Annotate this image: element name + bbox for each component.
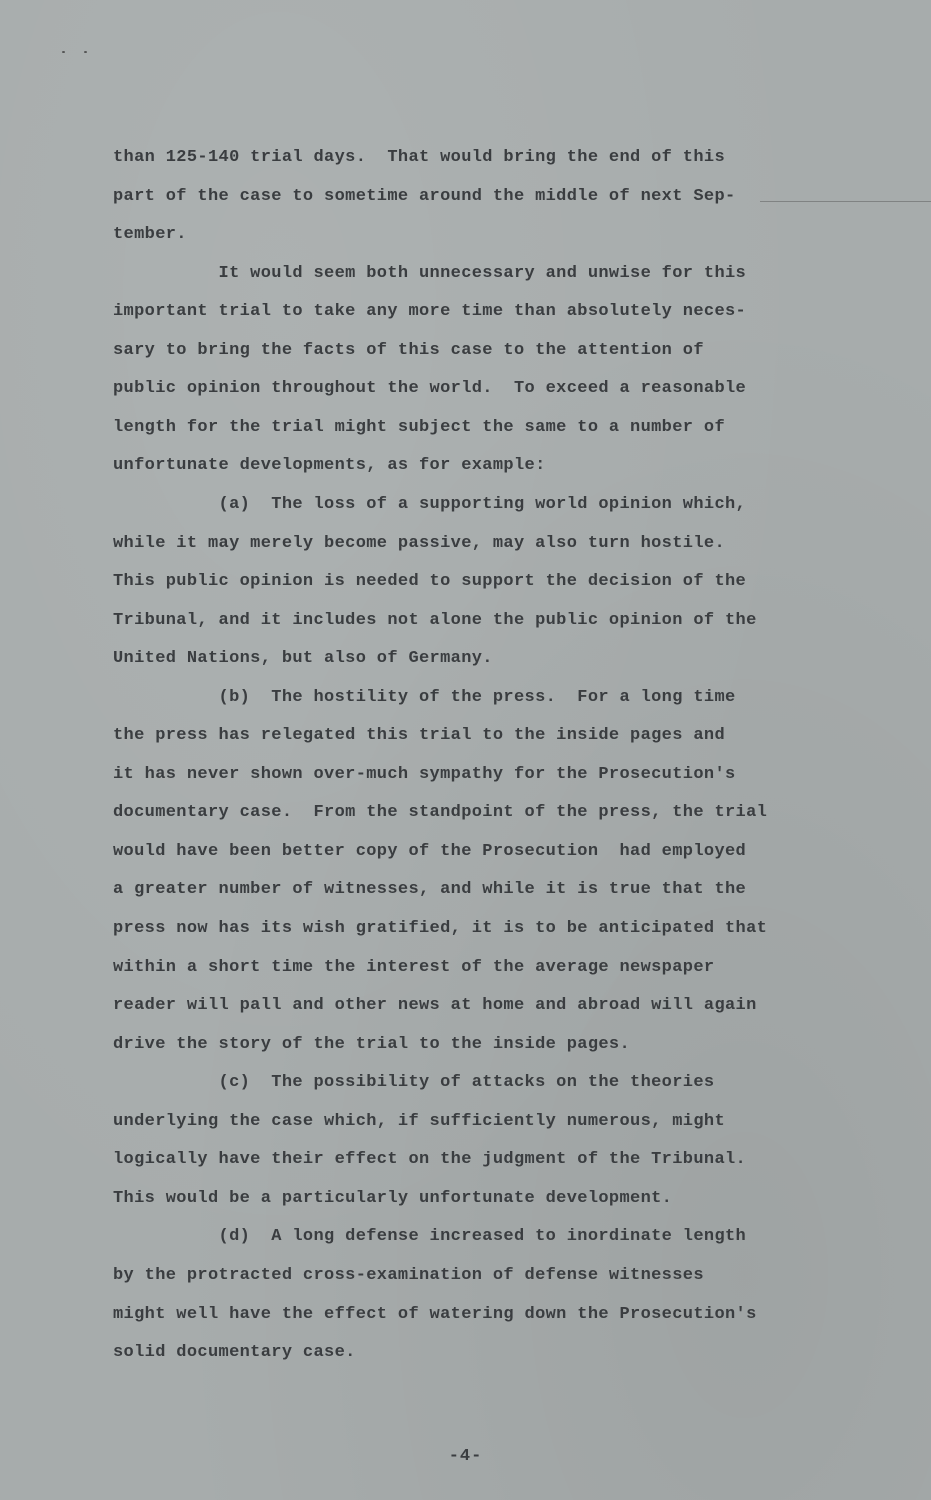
- text-line: it has never shown over-much sympathy for the Prosecution's: [113, 764, 736, 784]
- text-line: unfortunate developments, as for example:: [113, 456, 546, 476]
- text-line: a greater number of witnesses, and while it is true that the: [113, 880, 747, 900]
- text-line: public opinion throughout the world. To exceed a reasonable: [113, 379, 747, 399]
- text-line: underlying the case which, if sufficiently numerous, might: [113, 1111, 725, 1131]
- text-line: logically have their effect on the judgment of the Tribunal.: [113, 1150, 747, 1170]
- text-line: (d) A long defense increased to inordinate length: [113, 1227, 747, 1247]
- text-line: (c) The possibility of attacks on the theories: [113, 1073, 715, 1093]
- text-line: This public opinion is needed to support the decision of the: [113, 572, 747, 592]
- text-line: press now has its wish gratified, it is to be anticipated that: [113, 919, 768, 938]
- text-line: than 125-140 trial days. That would bring the end of this: [113, 148, 725, 167]
- text-line: reader will pall and other news at home and abroad will again: [113, 996, 757, 1016]
- text-line: important trial to take any more time than absolutely neces-: [113, 302, 747, 322]
- ink-speck: [62, 51, 65, 53]
- text-line: solid documentary case.: [113, 1343, 356, 1363]
- text-line: would have been better copy of the Prosecution had employed: [113, 841, 747, 861]
- text-line: part of the case to sometime around the middle of next Sep-: [113, 186, 736, 206]
- text-line: by the protracted cross-examination of defense witnesses: [113, 1265, 704, 1285]
- page-number: -4-: [448, 1447, 483, 1466]
- text-line: (a) The loss of a supporting world opinion which,: [113, 494, 747, 514]
- text-line: drive the story of the trial to the inside pages.: [113, 1034, 631, 1054]
- text-line: sary to bring the facts of this case to the attention of: [113, 340, 704, 360]
- text-line: tember.: [113, 225, 187, 245]
- text-line: United Nations, but also of Germany.: [113, 649, 493, 669]
- ink-speck: [84, 51, 87, 53]
- text-line: while it may merely become passive, may also turn hostile.: [113, 533, 725, 553]
- paper-crease: [760, 201, 931, 202]
- text-line: Tribunal, and it includes not alone the public opinion of the: [113, 610, 757, 630]
- text-line: documentary case. From the standpoint of the press, the trial: [113, 803, 768, 823]
- text-line: the press has relegated this trial to the inside pages and: [113, 726, 725, 746]
- text-line: within a short time the interest of the average newspaper: [113, 957, 715, 977]
- text-line: length for the trial might subject the same to a number of: [113, 417, 725, 437]
- text-line: might well have the effect of watering down the Prosecution's: [113, 1304, 757, 1324]
- text-line: It would seem both unnecessary and unwise for this: [113, 263, 747, 283]
- text-line: (b) The hostility of the press. For a long time: [113, 687, 736, 707]
- text-line: This would be a particularly unfortunate development.: [113, 1188, 673, 1208]
